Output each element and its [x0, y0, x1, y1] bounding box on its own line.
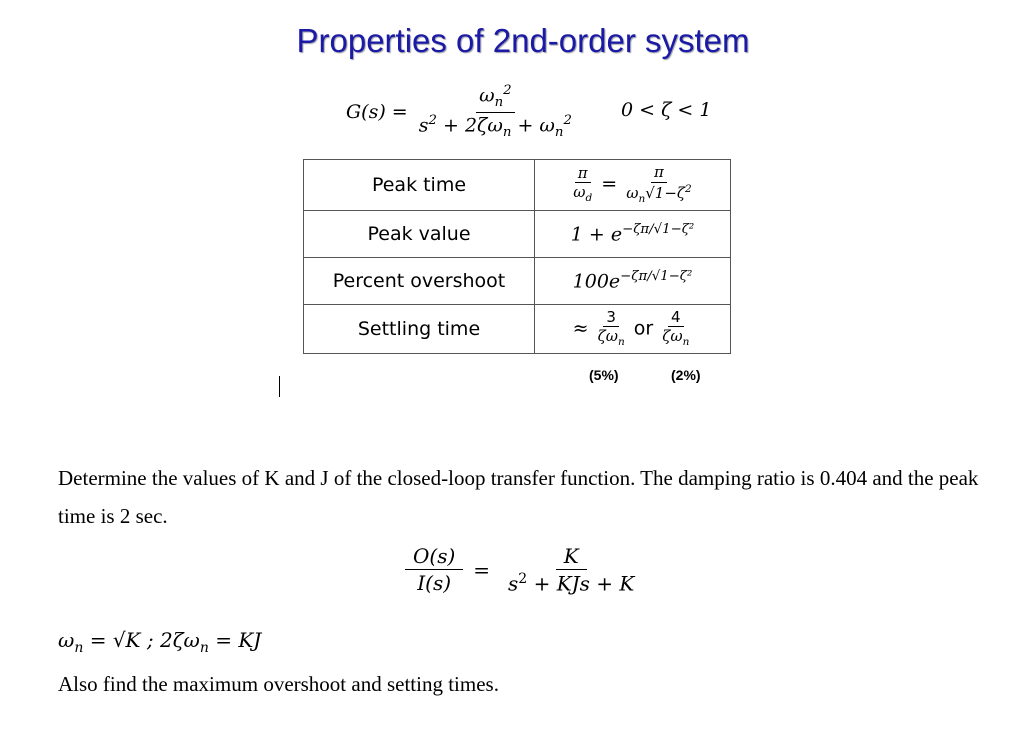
problem-statement: Determine the values of K and J of the closed-loop transfer function. The damping ratio is 0.404 and the peak time is 2 sec. [58, 466, 979, 528]
table-row [304, 211, 731, 258]
page-title: Properties of 2nd-order system [296, 22, 750, 59]
row-label: Percent overshoot [304, 258, 535, 305]
row-label: Settling time [304, 305, 535, 354]
transfer-function-fraction [416, 84, 575, 141]
lhs-fraction: $\frac{O(s)}{I(s)}$ [405, 545, 463, 594]
tf-numerator: $\omega_n^2$ [476, 84, 515, 113]
table-row [304, 258, 731, 305]
footnote-5-percent: (5%) [589, 367, 619, 383]
text-cursor [279, 376, 280, 397]
tf-denominator: $s^2 + 2\zeta\omega_n + \omega_n^2$ [418, 112, 572, 140]
row-label: Peak time [304, 160, 535, 211]
damping-condition: 0 < ζ < 1 [621, 99, 712, 121]
settling-time-formula: ≈ $\frac{3}{\zeta\omega_n}$ or $\frac{4}{\zeta\omega_n}$ [535, 305, 731, 354]
g-of-s-label: G(s) = [346, 101, 408, 124]
closed-loop-transfer-function: $\frac{O(s)}{I(s)}$ = $\frac{K}{s^2 + KJs + K}$ [405, 545, 642, 595]
table-row [304, 160, 731, 211]
follow-up-question: Also find the maximum overshoot and setting times. [58, 672, 499, 696]
peak-time-formula: $\frac{\pi}{\omega_d}$ = $\frac{\pi}{\omega_n√1-\zeta^2}$ [535, 160, 731, 211]
row-label: Peak value [304, 211, 535, 258]
percent-overshoot-formula: $100e^{-\zeta\pi/√1-\zeta^2}$ [535, 258, 731, 305]
properties-table [303, 159, 731, 354]
natural-frequency-relations: $\omega_n = √K$ ; $2\zeta\omega_n$ = KJ [58, 628, 262, 656]
peak-value-formula: $1 + e^{-\zeta\pi/√1-\zeta^2}$ [535, 211, 731, 258]
rhs-fraction: $\frac{K}{s^2 + KJs + K}$ [508, 544, 635, 596]
transfer-function-definition [346, 84, 575, 141]
footnote-2-percent: (2%) [671, 367, 701, 383]
table-row [304, 305, 731, 354]
